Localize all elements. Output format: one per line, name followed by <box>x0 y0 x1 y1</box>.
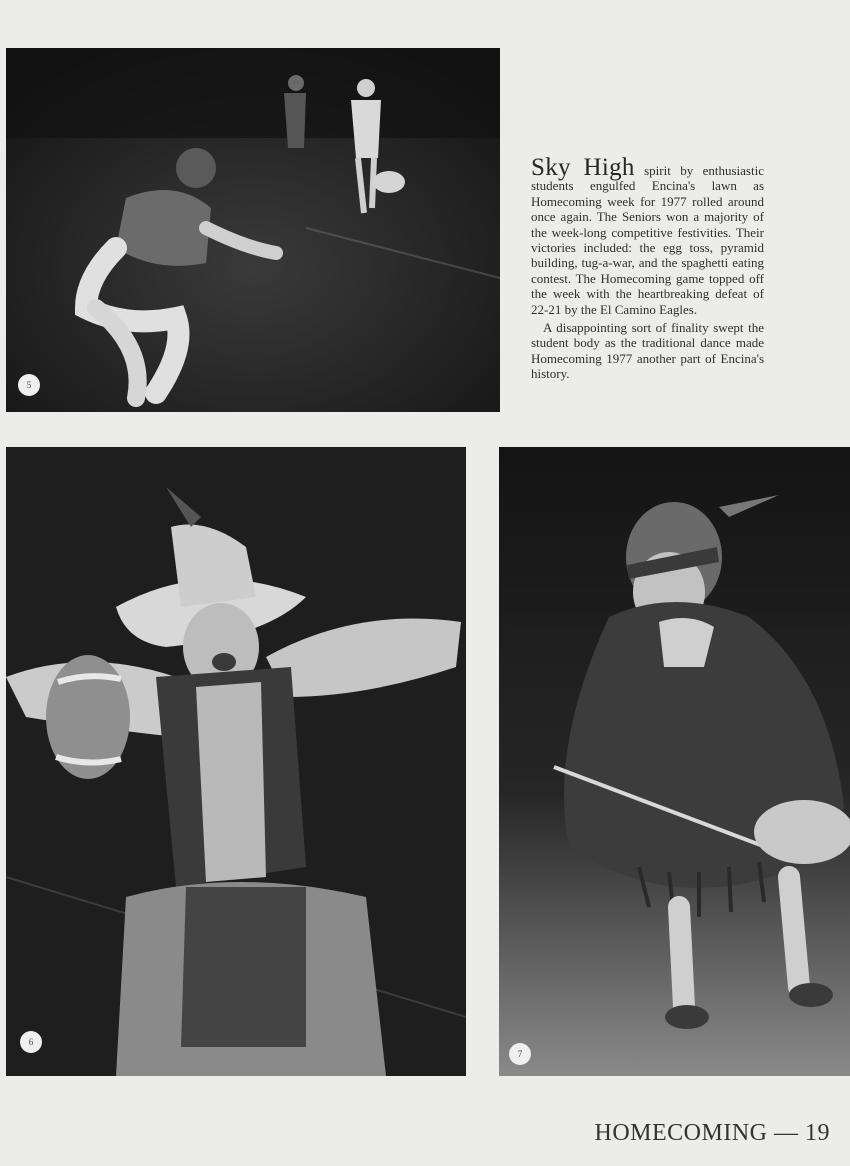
article-paragraph-1-text: spirit by enthusiastic students engulfed Encina's lawn as Homecoming week for 1977 rolled around once again. The Seniors won a majority of the week-long competitive festivities. Their victories included: the egg toss, pyramid building, tug-a-war, and the spaghetti eating contest. The Homecoming game topped off the week with the heartbreaking defeat of 22-21 by the El Camino Eagles. <box>531 163 764 317</box>
scarecrow-illustration <box>6 447 466 1076</box>
article-paragraph-1 <box>531 154 764 317</box>
photo-number-badge: 7 <box>509 1043 531 1065</box>
scarecrow-football-photo <box>6 447 466 1076</box>
football-game-illustration <box>6 48 500 412</box>
football-game-photo <box>6 48 500 412</box>
article-lead: Sky High <box>531 154 635 181</box>
article-paragraph-2: A disappointing sort of finality swept the student body as the traditional dance made Homecoming 1977 another part of Encina's history. <box>531 320 764 382</box>
page-folio: HOMECOMING — 19 <box>594 1120 830 1146</box>
photo-number-badge: 6 <box>20 1031 42 1053</box>
costume-dance-photo <box>499 447 850 1076</box>
photo-number-badge: 5 <box>18 374 40 396</box>
article-text <box>531 154 764 382</box>
costume-dance-illustration <box>499 447 850 1076</box>
